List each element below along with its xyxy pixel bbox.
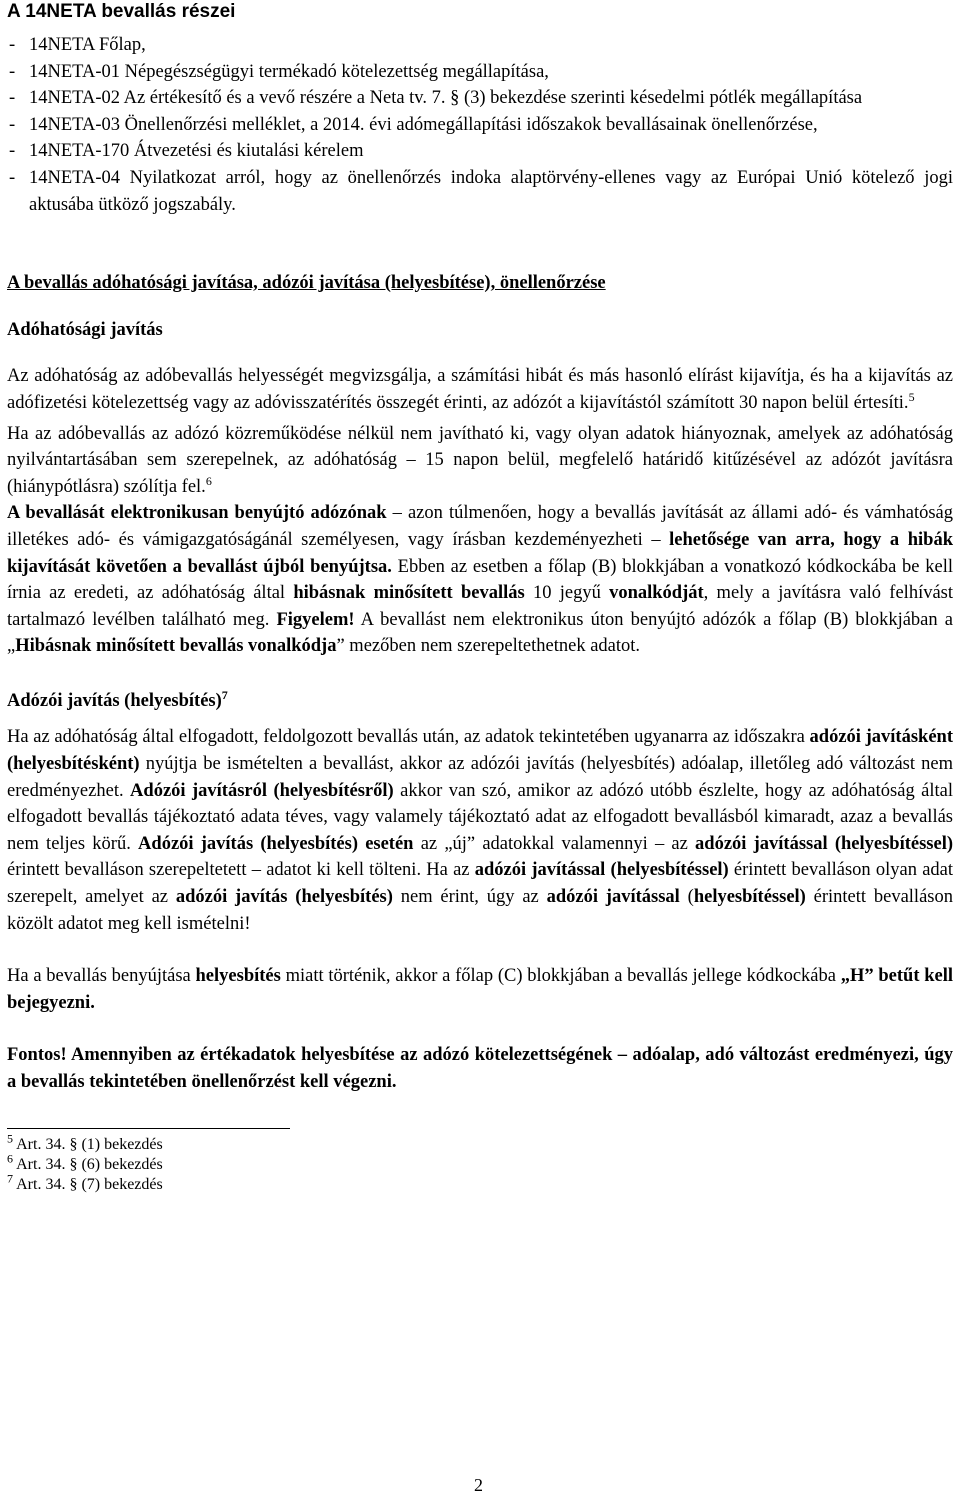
document-page: [7, 0, 953, 1195]
bold-text: lehetősége van arra, hogy a hibák kijavítását követően a bevallást újból benyújtsa.: [7, 529, 954, 577]
bold-text: helyesbítés: [195, 966, 281, 987]
list-item: - 14NETA-01 Népegészségügyi termékadó kötelezettség megállapítása,: [7, 59, 953, 86]
text: érintett bevalláson szerepeltetett – adatot ki kell tölteni. Ha az: [7, 860, 475, 881]
text: érintett bevalláson olyan adat szerepelt, amelyet az: [7, 860, 954, 908]
paragraph: [7, 363, 953, 416]
text: (: [679, 887, 694, 908]
text: miatt történik, akkor a főlap (C) blokkjában a bevallás jellege kódkockába: [280, 966, 841, 987]
bold-text: hibásnak minősített bevallás: [293, 583, 525, 604]
paragraph-text: Az adóhatóság az adóbevallás helyességét megvizsgálja, a számítási hibát és más hasonló elírást kijavítja, és ha a kijavítás az adófizetési kötelezettség vagy az adóvisszatérítés összegét érinti, az adózót a kijavítástól számított 30 napon belül értesíti.: [7, 366, 953, 413]
text: Ha a bevallás benyújtása: [7, 966, 196, 987]
bold-text: A bevallását elektronikusan benyújtó adózónak: [7, 503, 387, 524]
footnote-text: Art. 34. § (6) bekezdés: [13, 1155, 163, 1173]
paragraph-text: Ha az adóbevallás az adózó közreműködése nélkül nem javítható ki, vagy olyan adatok hiányoznak, amelyek az adóhatóság nyilvántartásában sem szerepelnek, az adóhatóság – 15 napon belül, megfelelő határidő kitűzésével az adózót javításra (hiánypótlásra) szólítja fel.: [7, 423, 953, 497]
paragraph: [7, 724, 953, 937]
text: érintett bevalláson közölt adatot meg kell ismételni!: [7, 887, 953, 934]
list-item: - 14NETA-04 Nyilatkozat arról, hogy az önellenőrzés indoka alaptörvény-ellenes vagy az Európai Unió kötelező jogi aktusába ütköző jogszabály.: [7, 165, 953, 218]
text: ” mezőben nem szerepeltethetnek adatot.: [336, 636, 641, 657]
footnote-number: 7: [7, 1171, 13, 1186]
bold-text: adózói javítással (helyesbítéssel): [474, 860, 729, 881]
section-heading: A bevallás adóhatósági javítása, adózói javítása (helyesbítése), önellenőrzése: [7, 273, 606, 294]
footnote: [7, 1171, 953, 1195]
text: akkor van szó, amikor az adózó utóbb észlelte, hogy az adóhatóság által elfogadott bevallás tájékoztató adata téves, vagy valamely tájékoztató adat az elfogadott bevallásból kimaradt, azaz a bevallás nem teljes körű.: [7, 780, 953, 854]
page-number: 2: [474, 1475, 483, 1495]
bold-text: adózói javításként (helyesbítésként): [7, 727, 953, 775]
footnote: [7, 1131, 953, 1155]
important-note: [7, 1042, 953, 1095]
subsection-heading-text: Adózói javítás (helyesbítés): [7, 690, 222, 711]
bold-text: adózói javítással: [546, 887, 680, 908]
footnote-ref: 5: [908, 389, 915, 404]
bold-text: Fontos! Amennyiben az értékadatok helyesbítése az adózó kötelezettségének – adóalap, adó változást eredményezi, úgy a bevallás tekintetében önellenőrzést kell végezni.: [7, 1045, 953, 1092]
text: Ebben az esetben a főlap (B) blokkjában a vonatkozó kódkockába be kell írnia az eredeti, az adóhatóság által: [7, 556, 953, 604]
bold-text: „H” betűt kell bejegyezni.: [7, 966, 954, 1013]
text: – azon túlmenően, hogy a bevallás javítását az állami adó- és vámhatóság illetékes adó- és vámigazgatóságánál személyesen, vagy írásban kezdeményezheti –: [7, 503, 953, 550]
section-title: A 14NETA bevallás részei: [7, 1, 236, 22]
text: nyújtja be ismételten a bevallást, akkor az adózói javítás (helyesbítés) adóalap, illetőleg adó változást nem eredményezhet.: [7, 754, 953, 801]
text: 10 jegyű: [524, 583, 610, 604]
paragraph: [7, 421, 953, 501]
bold-text: Figyelem!: [276, 609, 355, 630]
footnote-number: 6: [7, 1151, 13, 1166]
bold-text: helyesbítéssel): [693, 887, 806, 908]
footnote-number: 5: [7, 1131, 13, 1146]
footnote-ref: 6: [205, 473, 212, 488]
list-item: - 14NETA-03 Önellenőrzési melléklet, a 2014. évi adómegállapítási időszakok bevallásainak önellenőrzése,: [7, 112, 953, 139]
bold-text: Hibásnak minősített bevallás vonalkódja: [15, 636, 337, 657]
footnote-text: Art. 34. § (7) bekezdés: [13, 1175, 163, 1193]
form-parts-list: [7, 32, 953, 218]
bold-text: Adózói javítás (helyesbítés) esetén: [138, 833, 414, 854]
text: nem érint, úgy az: [392, 887, 547, 908]
footnote-text: Art. 34. § (1) bekezdés: [13, 1135, 163, 1153]
footnotes: [7, 1131, 953, 1195]
text: az „új” adatokkal valamennyi – az: [413, 833, 696, 854]
paragraph: [7, 963, 953, 1016]
footnote-ref: 7: [221, 687, 228, 702]
subsection-heading: Adóhatósági javítás: [7, 319, 163, 340]
bold-text: adózói javítás (helyesbítés): [175, 887, 393, 908]
text: , mely a javításra való felhívást tartalmazó levélben található meg.: [7, 583, 954, 630]
list-item: - 14NETA-02 Az értékesítő és a vevő részére a Neta tv. 7. § (3) bekezdése szerinti késedelmi pótlék megállapítása: [7, 85, 953, 112]
list-item: - 14NETA Főlap,: [7, 32, 953, 59]
text: A bevallást nem elektronikus úton benyújtó adózók a főlap (B) blokkjában a „: [7, 609, 953, 657]
text: Ha az adóhatóság által elfogadott, feldolgozott bevallás után, az adatok tekintetében ugyanarra az időszakra: [7, 727, 810, 748]
footnote: [7, 1151, 953, 1175]
bold-text: adózói javítással (helyesbítéssel): [695, 833, 953, 854]
bold-text: Adózói javításról (helyesbítésről): [130, 780, 394, 801]
subsection-heading: [7, 688, 953, 715]
list-item: - 14NETA-170 Átvezetési és kiutalási kérelem: [7, 138, 953, 165]
paragraph: [7, 500, 953, 660]
bold-text: vonalkódját: [609, 583, 704, 604]
footnote-divider: [7, 1128, 290, 1129]
